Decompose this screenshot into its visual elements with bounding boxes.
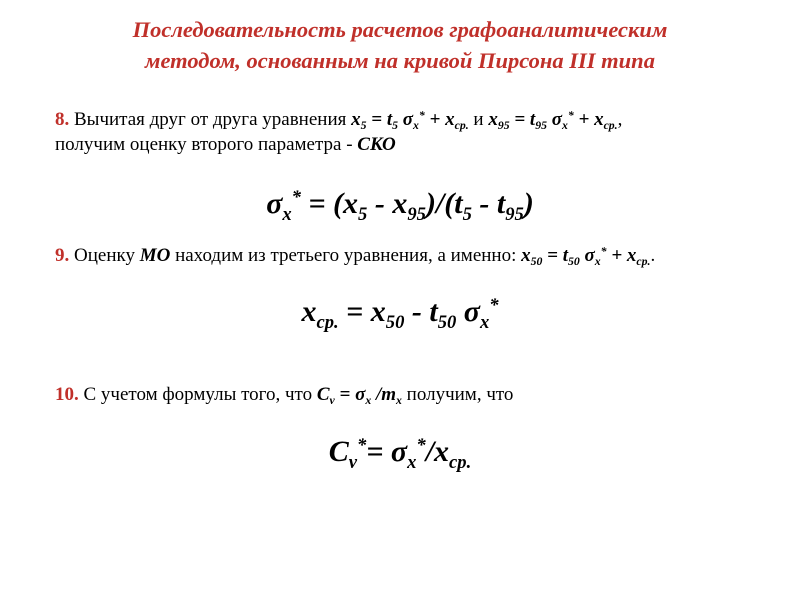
step-8-number: 8.	[55, 109, 70, 130]
f8-x5-sub: 5	[358, 203, 368, 225]
f9-sigma: σ	[456, 295, 480, 328]
eq1-cp-sub: ср.	[454, 119, 469, 133]
eq3-t-sub: 50	[568, 255, 580, 269]
eq3-cp-sub: ср.	[636, 255, 651, 269]
eq3-sigma: σ	[579, 245, 595, 266]
step-8-line-2	[55, 133, 396, 157]
step-9-line	[55, 244, 655, 268]
f10-c: C	[328, 435, 349, 468]
eq1-t: t	[386, 109, 393, 130]
eq4-c-sub: v	[329, 394, 335, 408]
eq1-eq: =	[366, 109, 387, 130]
eq2-sigma-sub: x	[561, 119, 568, 133]
f10-x-sub: ср.	[449, 451, 472, 473]
step-8-text: Вычитая друг от друга уравнения	[69, 109, 352, 130]
step-8-line-1	[55, 108, 622, 132]
f10-c-sub: v	[348, 451, 358, 473]
step-9-period: .	[650, 245, 656, 266]
f10-star2: *	[416, 434, 426, 456]
eq2-plus: + x	[573, 109, 604, 130]
step-9-abbr: МО	[139, 245, 171, 266]
eq2-t: t	[529, 109, 536, 130]
f8-sigma: σ	[266, 187, 283, 220]
step-8-equation-1	[351, 108, 469, 133]
step-8-and: и	[468, 109, 489, 130]
eq4-eq: = σ	[334, 384, 366, 405]
eq1-x: x	[351, 109, 361, 130]
eq2-cp-sub: ср.	[603, 119, 618, 133]
f10-eq: = σ	[366, 435, 408, 468]
f8-t95-sub: 95	[505, 203, 524, 225]
title-line-2: методом, основанным на кривой Пирсона III типа	[145, 48, 655, 73]
step-10-text-before: С учетом формулы того, что	[78, 384, 317, 405]
eq3-x-sub: 50	[530, 255, 543, 269]
eq2-star: *	[567, 108, 574, 122]
f9-x-sub: ср.	[316, 311, 339, 333]
f9-eq: = x	[338, 295, 386, 328]
f9-x: x	[301, 295, 317, 328]
f9-sigma-sub: x	[479, 311, 490, 333]
step-9-text-after: находим из третьего уравнения, а именно:	[170, 245, 522, 266]
eq1-t-sub: 5	[392, 119, 398, 133]
step-8-comma: ,	[617, 109, 623, 130]
eq3-plus: + x	[606, 245, 637, 266]
f9-x50-sub: 50	[385, 311, 405, 333]
eq2-x-sub: 95	[497, 119, 510, 133]
f8-star: *	[291, 186, 301, 208]
eq2-eq: =	[509, 109, 530, 130]
step-10-line	[55, 383, 513, 407]
eq4-c: C	[316, 384, 330, 405]
f8-x95-sub: 95	[407, 203, 426, 225]
f8-mid: )/(t	[425, 187, 463, 220]
f8-sigma-sub: x	[282, 203, 292, 225]
step-8-abbr: СКО	[357, 134, 396, 155]
eq1-star: *	[418, 108, 425, 122]
eq1-sigma-sub: x	[413, 119, 419, 133]
eq3-t: t	[562, 245, 569, 266]
f9-star: *	[489, 294, 499, 316]
step-9-number: 9.	[55, 245, 70, 266]
step-10-number: 10.	[55, 384, 79, 405]
step-10-text-after: получим, что	[401, 384, 514, 405]
f10-star: *	[357, 434, 367, 456]
eq2-t-sub: 95	[535, 119, 547, 133]
eq3-star: *	[600, 244, 607, 258]
f8-eq: = (x	[300, 187, 359, 220]
formula-cv	[0, 434, 800, 473]
step-10-equation	[316, 384, 402, 408]
eq2-x: x	[488, 109, 498, 130]
eq3-eq: =	[542, 245, 563, 266]
f9-t50-sub: 50	[437, 311, 457, 333]
eq2-sigma: σ	[546, 109, 562, 130]
f10-sigma-sub: x	[407, 451, 417, 473]
f9-minus: - t	[404, 295, 438, 328]
step-9-equation	[521, 244, 651, 269]
eq3-sigma-sub: x	[594, 255, 601, 269]
eq4-slash: /m	[371, 384, 397, 405]
step-8-equation-2	[488, 108, 618, 133]
slide-title	[0, 14, 800, 76]
f8-minus: - x	[367, 187, 408, 220]
step-9-text-before: Оценку	[69, 245, 140, 266]
f8-t5-sub: 5	[462, 203, 472, 225]
formula-x-mean	[0, 294, 800, 333]
eq1-plus: + x	[424, 109, 455, 130]
eq3-x: x	[521, 245, 531, 266]
eq1-sigma: σ	[398, 109, 413, 130]
f8-close: )	[523, 187, 534, 220]
formula-sigma	[0, 186, 800, 225]
f8-minus2: - t	[471, 187, 506, 220]
step-8-line-2-text: получим оценку второго параметра -	[55, 134, 358, 155]
eq1-x-sub: 5	[360, 119, 367, 133]
f10-slash: /x	[425, 435, 450, 468]
eq4-sigma-sub: x	[365, 394, 372, 408]
eq4-m-sub: x	[396, 394, 402, 408]
title-line-1: Последовательность расчетов графоаналитическим	[132, 17, 668, 42]
